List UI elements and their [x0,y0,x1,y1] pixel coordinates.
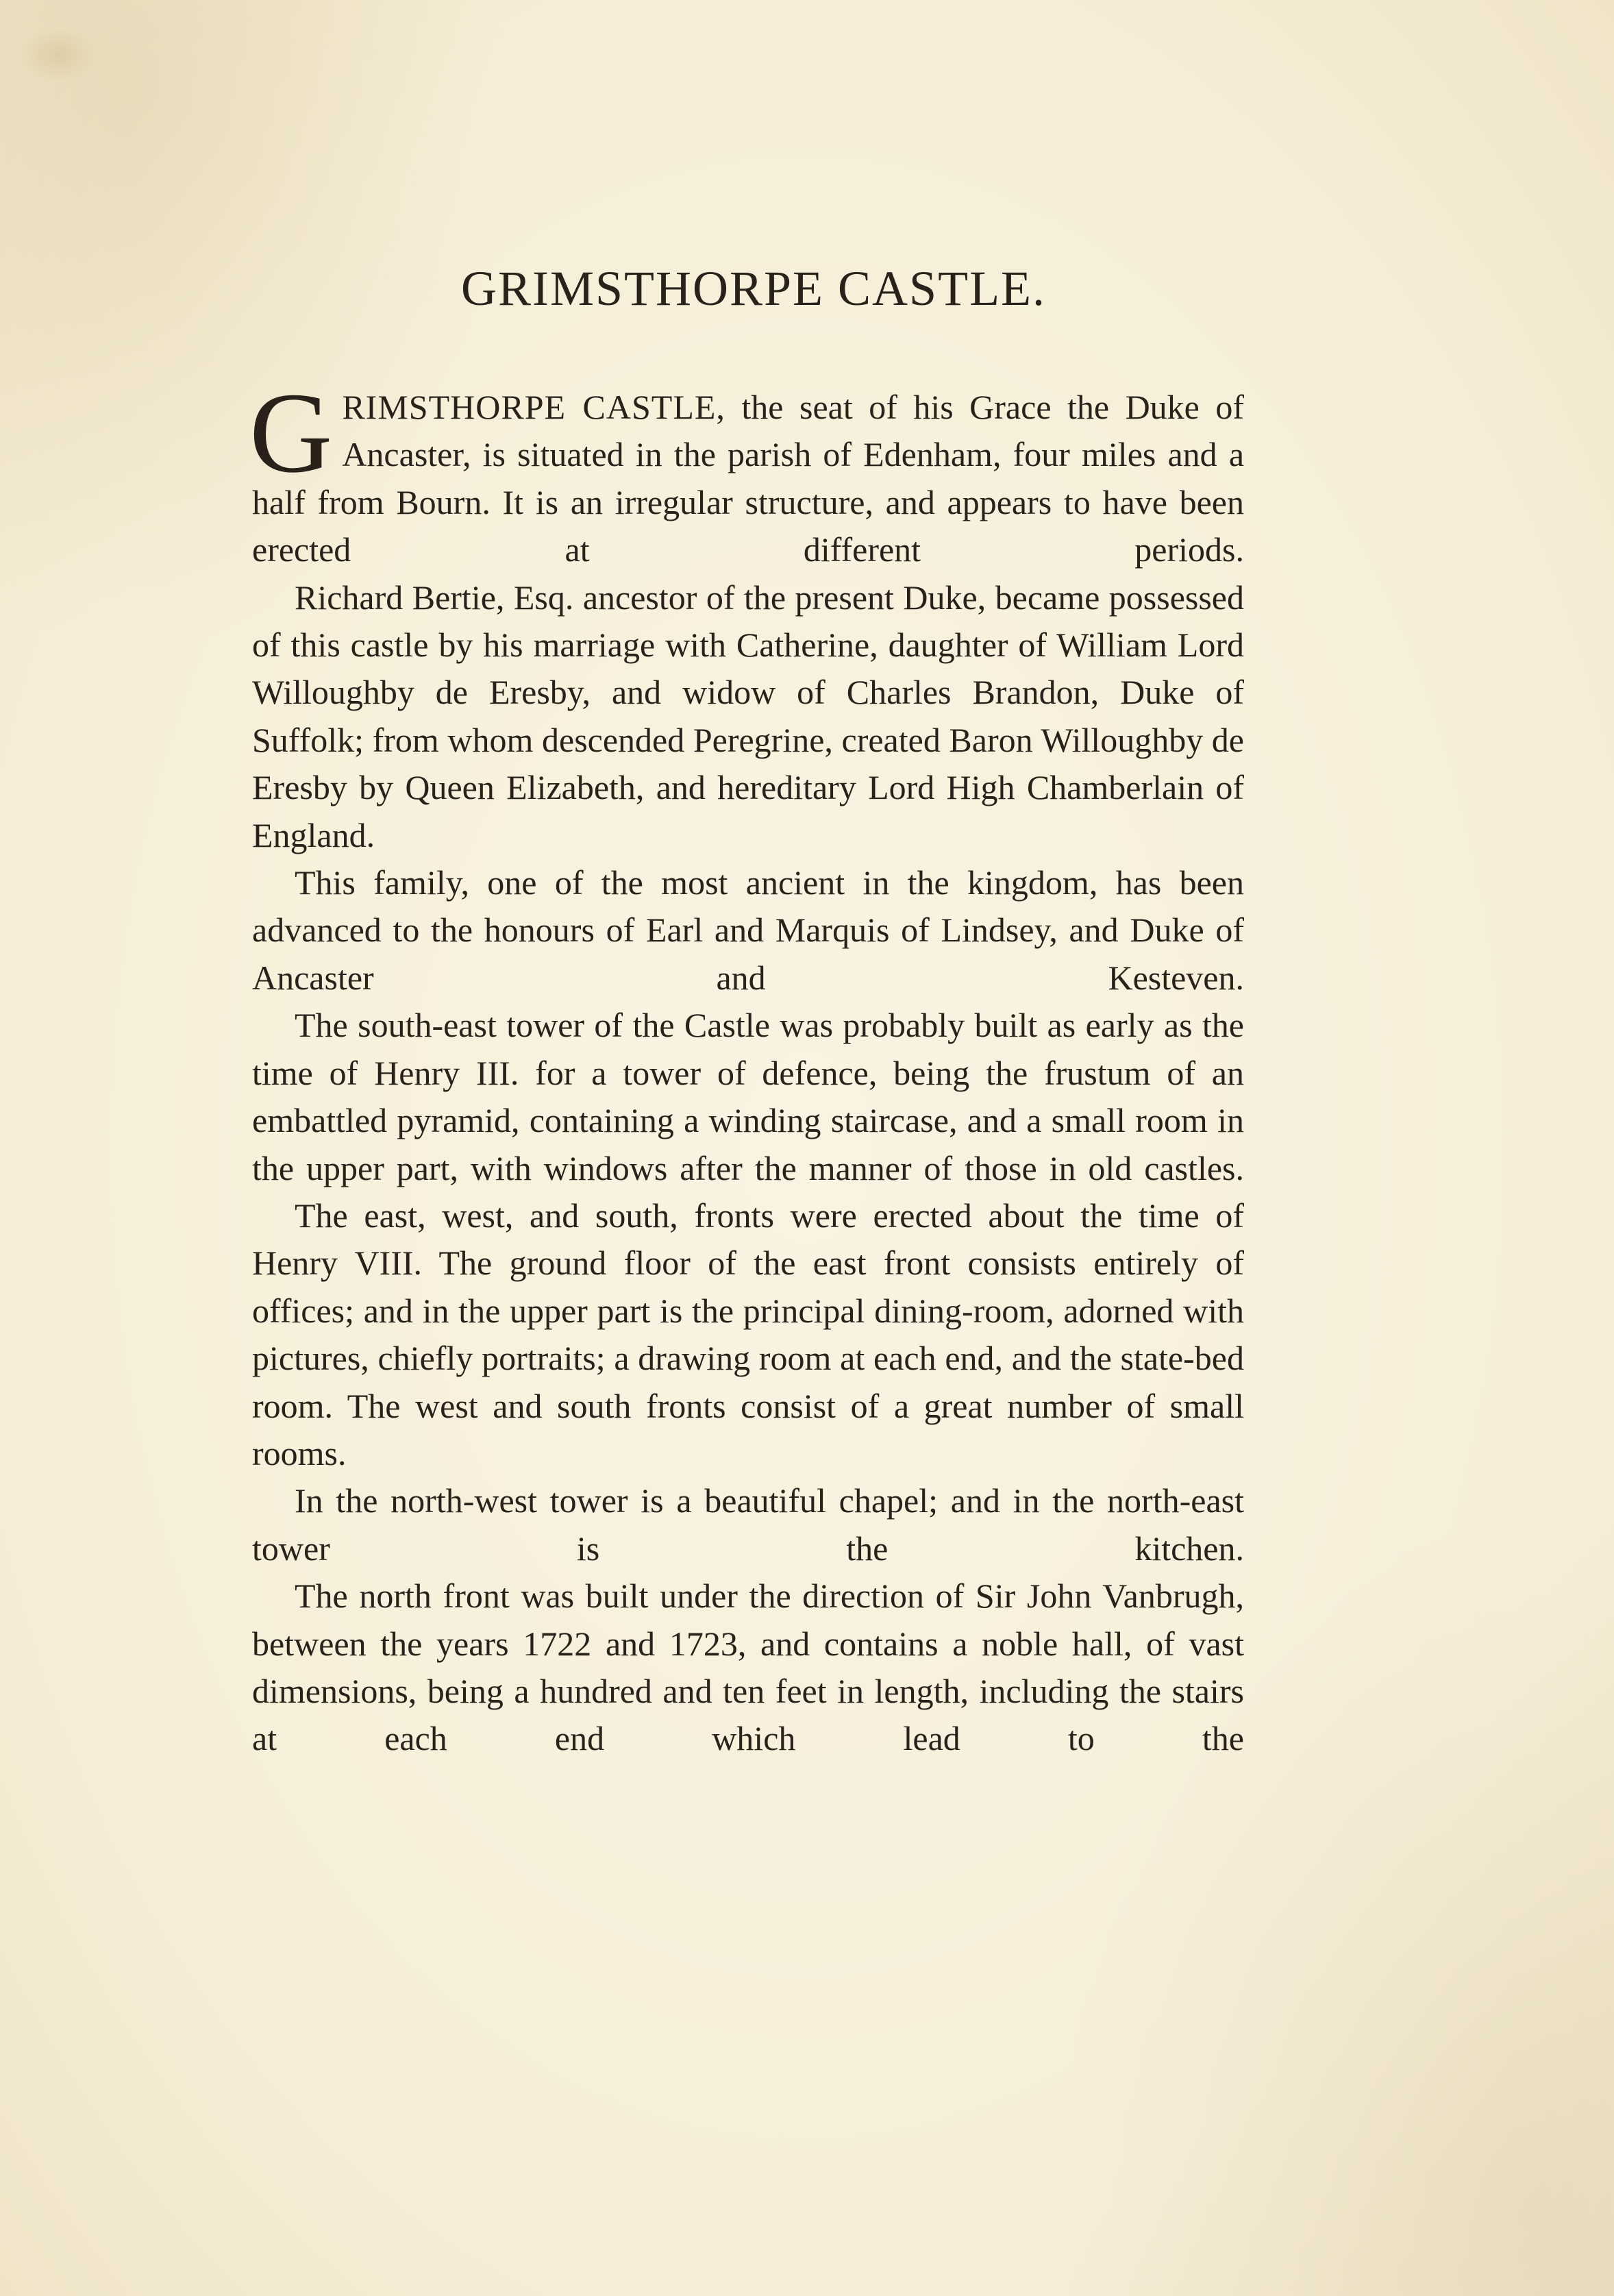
paragraph-1-line1-rest: the seat of his Grace the [725,388,1110,426]
paragraph-7: The north front was built under the direction of Sir John Vanbrugh, between the years 1722 and 1723, and contains a noble hall, of vast dimensions, being a hundred and ten feet in length, including the stairs at each end which lead to the [252,1577,1244,1758]
paragraph-1-lead: RIMSTHORPE CASTLE, [342,388,725,426]
paragraph-5: The east, west, and south, fronts were erected about the time of Henry VIII. The ground floor of the east front consists entirely of offices; and in the upper part is the principal dining-room, adorned with pictures, chiefly portraits; a drawing room at each end, and the state-bed room. The west and south fronts consist of a great number of small rooms. [252,1196,1244,1472]
paragraph-2: Richard Bertie, Esq. ancestor of the present Duke, became possessed of this castle by his marriage with Catherine, daughter of William Lord Willoughby de Eresby, and widow of Charles Brandon, Duke of Suffolk; from whom descended Peregrine, created Baron Willoughby de Eresby by Queen Elizabeth, and hereditary Lord High Chamberlain of England. [252,578,1244,854]
body-text [249,369,1245,1763]
page-title: GRIMSTHORPE CASTLE. [460,261,1047,316]
paper-stain [21,27,96,82]
paragraph-4: The south-east tower of the Castle was probably built as early as the time of Henry III. for a tower of defence, being the frustum of an embattled pyramid, containing a winding staircase, and a small room in the upper part, with windows after the manner of those in old castles. [252,1006,1244,1187]
paragraph-1 [249,369,1245,574]
paragraph-3: This family, one of the most ancient in the kingdom, has been advanced to the honours of Earl and Marquis of Lindsey, and Duke of Ancaster and Kesteven. [252,863,1244,997]
paragraph-1-rest: four miles and a half from Bourn. It is an irregular structure, and appears to have been erected at different periods. [252,435,1245,569]
paragraph-6: In the north-west tower is a beautiful chapel; and in the north-east tower is the kitchen. [252,1481,1244,1568]
drop-cap: G [249,369,333,497]
paragraph-1-line2: Duke of Ancaster, is situated in the parish of Edenham, [342,388,1244,474]
